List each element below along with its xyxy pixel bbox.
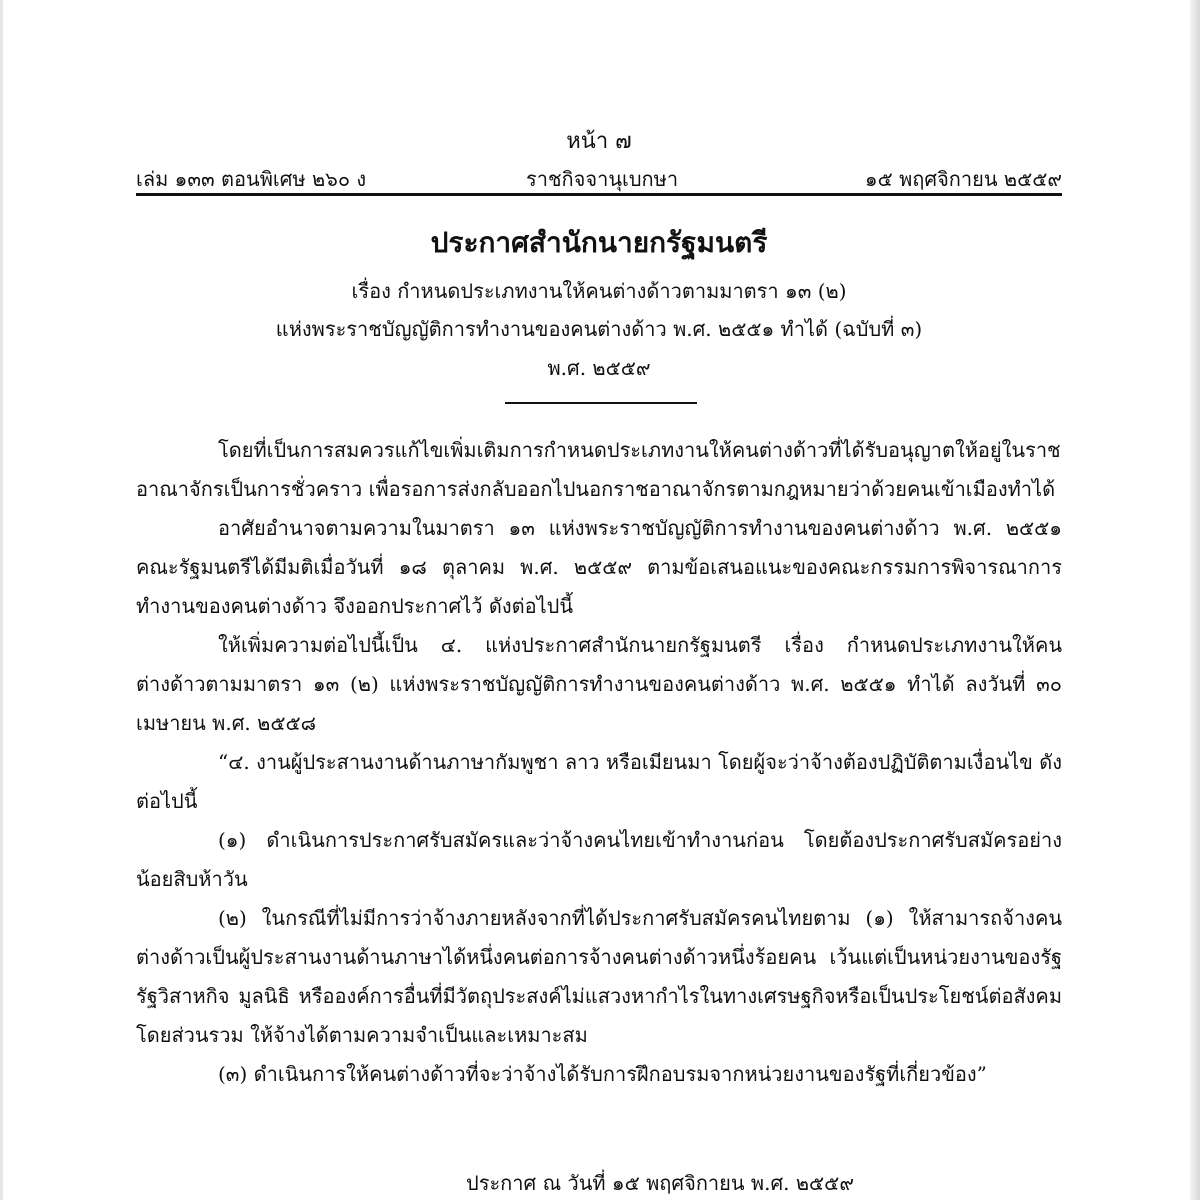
amendment-paragraph: ให้เพิ่มความต่อไปนี้เป็น ๔. แห่งประกาศสำนักนายกรัฐมนตรี เรื่อง กำหนดประเภทงานให้คนต่างด้าวตามมาตรา ๑๓ (๒) แห่งพระราชบัญญัติการทำงานของคนต่างด้าว พ.ศ. ๒๕๕๑ ทำได้ ลงวันที่ ๓๐ เมษายน พ.ศ. ๒๕๕๘ xyxy=(136,633,1062,735)
gazette-header xyxy=(136,159,1062,193)
condition-1-paragraph: (๑) ดำเนินการประกาศรับสมัครและว่าจ้างคนไทยเข้าทำงานก่อน โดยต้องประกาศรับสมัครอย่างน้อยสิบห้าวัน xyxy=(136,828,1062,891)
page-number: หน้า ๗ xyxy=(566,129,632,154)
viewer-left-border xyxy=(0,0,3,1200)
gazette-volume: เล่ม ๑๓๓ ตอนพิเศษ ๒๖๐ ง xyxy=(136,167,367,191)
gazette-name: ราชกิจจานุเบกษา xyxy=(526,167,679,191)
announcement-title: ประกาศสำนักนายกรัฐมนตรี xyxy=(430,226,768,259)
preamble-paragraph: โดยที่เป็นการสมควรแก้ไขเพิ่มเติมการกำหนดประเภทงานให้คนต่างด้าวที่ได้รับอนุญาตให้อยู่ในราชอาณาจักรเป็นการชั่วคราว เพื่อรอการส่งกลับออกไปนอกราชอาณาจักรตามกฎหมายว่าด้วยคนเข้าเมืองทำได้ xyxy=(136,438,1061,501)
announcement-subject-line-2: แห่งพระราชบัญญัติการทำงานของคนต่างด้าว พ.ศ. ๒๕๕๑ ทำได้ (ฉบับที่ ๓) xyxy=(275,317,923,341)
condition-2-paragraph: (๒) ในกรณีที่ไม่มีการว่าจ้างภายหลังจากที่ได้ประกาศรับสมัครคนไทยตาม (๑) ให้สามารถจ้างคนต่างด้าวเป็นผู้ประสานงานด้านภาษาได้หนึ่งคนต่อการจ้างคนต่างด้าวหนึ่งร้อยคน เว้นแต่เป็นหน่วยงานของรัฐ รัฐวิสาหกิจ มูลนิธิ หรือองค์การอื่นที่มีวัตถุประสงค์ไม่แสวงหากำไรในทางเศรษฐกิจหรือเป็นประโยชน์ต่อสังคมโดยส่วนรวม ให้จ้างได้ตามความจำเป็นและเหมาะสม xyxy=(136,906,1062,1047)
announcement-year: พ.ศ. ๒๕๕๙ xyxy=(547,356,651,380)
authority-paragraph: อาศัยอำนาจตามความในมาตรา ๑๓ แห่งพระราชบัญญัติการทำงานของคนต่างด้าว พ.ศ. ๒๕๕๑ คณะรัฐมนตรีได้มีมติเมื่อวันที่ ๑๘ ตุลาคม พ.ศ. ๒๕๕๙ ตามข้อเสนอแนะของคณะกรรมการพิจารณาการทำงานของคนต่างด้าว จึงออกประกาศไว้ ดังต่อไปนี้ xyxy=(136,516,1062,618)
announcement-subject-line-1: เรื่อง กำหนดประเภทงานให้คนต่างด้าวตามมาตรา ๑๓ (๒) xyxy=(351,279,847,303)
clause-4-paragraph: “๔. งานผู้ประสานงานด้านภาษากัมพูชา ลาว หรือเมียนมา โดยผู้จะว่าจ้างต้องปฏิบัติตามเงื่อนไข ดังต่อไปนี้ xyxy=(136,750,1062,813)
condition-3-paragraph: (๓) ดำเนินการให้คนต่างด้าวที่จะว่าจ้างได้รับการฝึกอบรมจากหน่วยงานของรัฐที่เกี่ยวข้อง” xyxy=(218,1062,987,1086)
document-page xyxy=(136,115,1062,1200)
announcement-body xyxy=(136,431,1062,1094)
title-divider xyxy=(505,402,697,404)
header-divider xyxy=(136,193,1062,196)
gazette-date: ๑๕ พฤศจิกายน ๒๕๕๙ xyxy=(864,167,1062,191)
viewer-scrollbar-edge[interactable] xyxy=(1190,0,1200,1200)
announcement-date-line: ประกาศ ณ วันที่ ๑๕ พฤศจิกายน พ.ศ. ๒๕๕๙ xyxy=(466,1171,854,1195)
